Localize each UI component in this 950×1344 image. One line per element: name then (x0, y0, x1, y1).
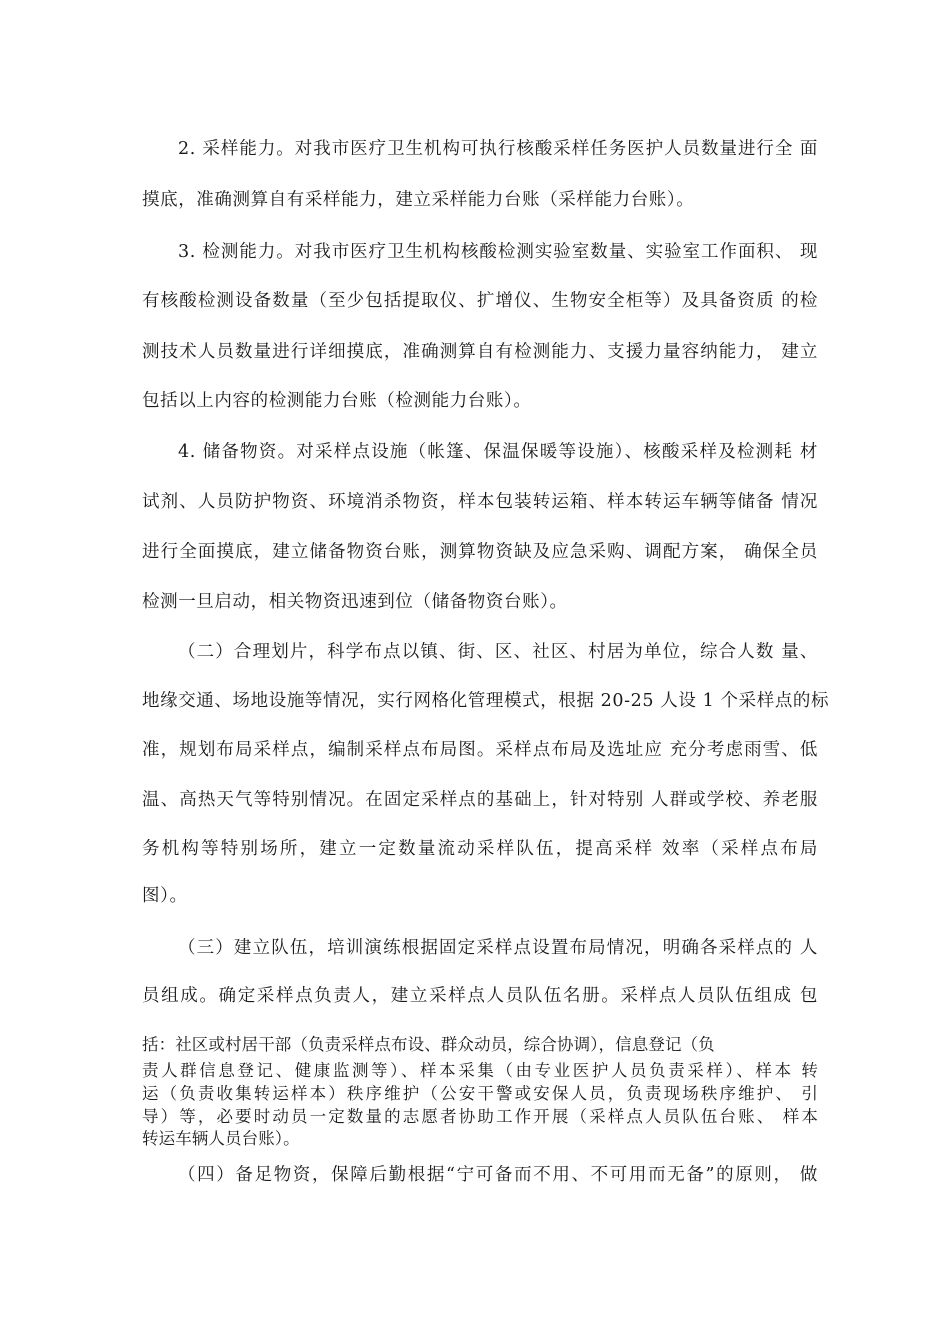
paragraph-2-line-3: 测技术人员数量进行详细摸底，准确测算自有检测能力、支援力量容纳能力， 建立 (142, 342, 818, 362)
paragraph-4-line-1: （二）合理划片，科学布点以镇、街、区、社区、村居为单位，综合人数 量、 (178, 642, 818, 662)
paragraph-2-line-1: 3. 检测能力。对我市医疗卫生机构核酸检测实验室数量、实验室工作面积、 现 (178, 242, 818, 262)
paragraph-4-line-3: 准，规划布局采样点，编制采样点布局图。采样点布局及选址应 充分考虑雨雪、低 (142, 740, 818, 760)
paragraph-5-line-7: 转运车辆人员台账）。 (142, 1129, 300, 1148)
paragraph-6-line-1: （四）备足物资，保障后勤根据“宁可备而不用、不可用而无备”的原则， 做 (178, 1165, 818, 1185)
paragraph-5-line-4: 责人群信息登记、健康监测等）、样本采集（由专业医护人员负责采样）、样本 转 (142, 1061, 818, 1080)
paragraph-5-line-3: 括：社区或村居干部（负责采样点布设、群众动员，综合协调），信息登记（负 (142, 1035, 715, 1054)
paragraph-3-line-2: 试剂、人员防护物资、环境消杀物资，样本包装转运箱、样本转运车辆等储备 情况 (142, 492, 818, 512)
paragraph-4-line-2: 地缘交通、场地设施等情况，实行网格化管理模式，根据 20-25 人设 1 个采样点的标 (142, 691, 830, 711)
paragraph-4-line-6: 图）。 (142, 886, 188, 906)
paragraph-4-line-4: 温、高热天气等特别情况。在固定采样点的基础上，针对特别 人群或学校、养老服 (142, 790, 818, 810)
paragraph-4-line-5: 务机构等特别场所，建立一定数量流动采样队伍，提高采样 效率（采样点布局 (142, 839, 818, 859)
paragraph-1-line-1: 2. 采样能力。对我市医疗卫生机构可执行核酸采样任务医护人员数量进行全 面 (178, 139, 818, 159)
paragraph-2-line-2: 有核酸检测设备数量（至少包括提取仪、扩增仪、生物安全柜等）及具备资质 的检 (142, 291, 818, 311)
paragraph-5-line-6: 导）等，必要时动员一定数量的志愿者协助工作开展（采样点人员队伍台账、 样本 (142, 1107, 818, 1126)
paragraph-1-line-2: 摸底，准确测算自有采样能力，建立采样能力台账（采样能力台账）。 (142, 190, 695, 210)
paragraph-2-line-4: 包括以上内容的检测能力台账（检测能力台账）。 (142, 391, 532, 411)
paragraph-3-line-4: 检测一旦启动，相关物资迅速到位（储备物资台账）。 (142, 592, 568, 612)
paragraph-3-line-3: 进行全面摸底，建立储备物资台账，测算物资缺及应急采购、调配方案， 确保全员 (142, 542, 818, 562)
paragraph-5-line-5: 运（负责收集转运样本）秩序维护（公安干警或安保人员，负责现场秩序维护、 引 (142, 1084, 818, 1103)
paragraph-5-line-1: （三）建立队伍，培训演练根据固定采样点设置布局情况，明确各采样点的 人 (178, 938, 818, 958)
paragraph-5-line-2: 员组成。确定采样点负责人，建立采样点人员队伍名册。采样点人员队伍组成 包 (142, 986, 818, 1006)
paragraph-3-line-1: 4. 储备物资。对采样点设施（帐篷、保温保暖等设施）、核酸采样及检测耗 材 (178, 442, 818, 462)
